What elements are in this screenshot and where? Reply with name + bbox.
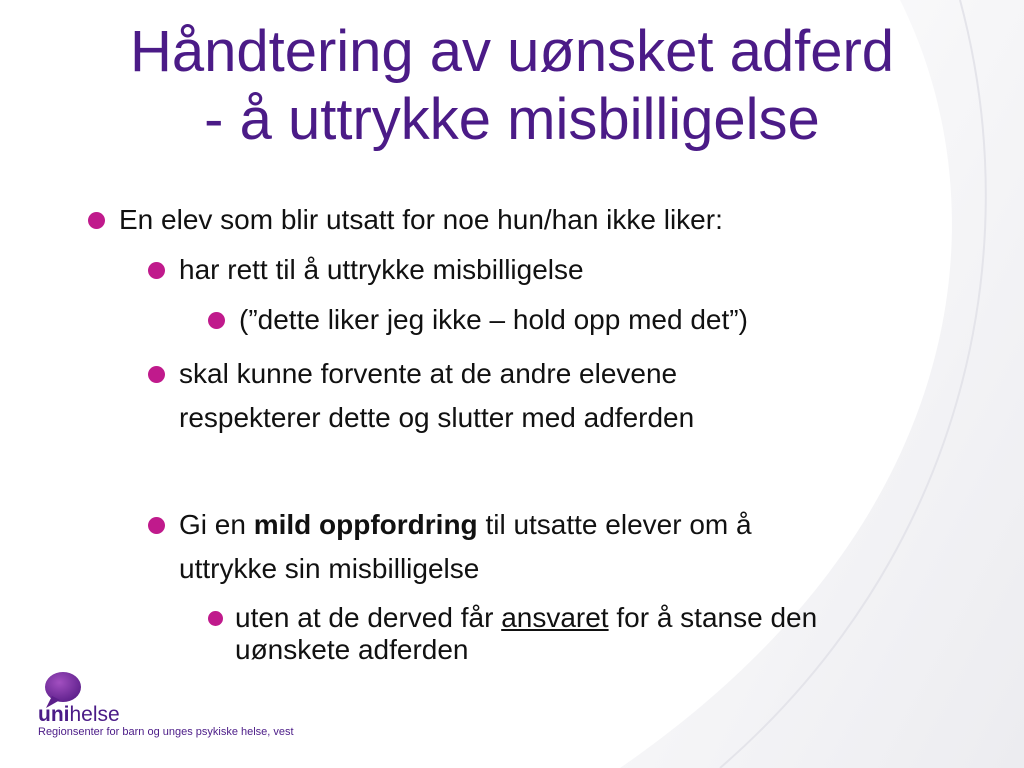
bullet-text-part: Gi en: [179, 509, 254, 540]
bullet-dot-icon: [148, 262, 165, 279]
bullet-dot-icon: [208, 611, 223, 626]
bullet-level3: [208, 602, 817, 666]
bullet-underlined: ansvaret: [501, 602, 609, 633]
bullet-level2: [148, 248, 584, 292]
bullet-text: [235, 602, 817, 666]
bullet-emphasis: mild oppfordring: [253, 509, 478, 540]
bullet-text: [179, 503, 752, 591]
bullet-text: (”dette liker jeg ikke – hold opp med det”): [239, 304, 748, 335]
logo-subtitle: Regionsenter for barn og unges psykiske helse, vest: [38, 726, 294, 738]
bullet-line: uønskete adferden: [235, 634, 469, 665]
bullet-level3: [208, 298, 748, 342]
slide-title: [30, 18, 994, 154]
bullet-text-part: for å stanse den: [608, 602, 818, 633]
logo-wordmark: [38, 703, 120, 727]
bullet-text-part: til utsatte elever om å: [477, 509, 752, 540]
bullet-level1: [88, 198, 723, 242]
bullet-dot-icon: [148, 366, 165, 383]
bullet-text: [179, 352, 694, 440]
unihelse-logo: [38, 670, 358, 750]
bullet-text: har rett til å uttrykke misbilligelse: [179, 254, 584, 285]
bullet-line: uttrykke sin misbilligelse: [179, 553, 480, 584]
bullet-level2: [148, 352, 694, 440]
logo-uni: uni: [38, 703, 70, 726]
title-line-2: - å uttrykke misbilligelse: [204, 87, 820, 152]
bullet-level2: [148, 503, 752, 591]
bullet-dot-icon: [88, 212, 105, 229]
bullet-line: skal kunne forvente at de andre elevene: [179, 358, 678, 389]
bullet-text: En elev som blir utsatt for noe hun/han ikke liker:: [119, 204, 723, 235]
logo-helse: helse: [69, 703, 120, 726]
title-line-1: Håndtering av uønsket adferd: [129, 19, 895, 84]
bullet-dot-icon: [148, 517, 165, 534]
bullet-text-part: uten at de derved får: [235, 602, 502, 633]
bullet-line: respekterer dette og slutter med adferden: [179, 402, 695, 433]
bullet-dot-icon: [208, 312, 225, 329]
